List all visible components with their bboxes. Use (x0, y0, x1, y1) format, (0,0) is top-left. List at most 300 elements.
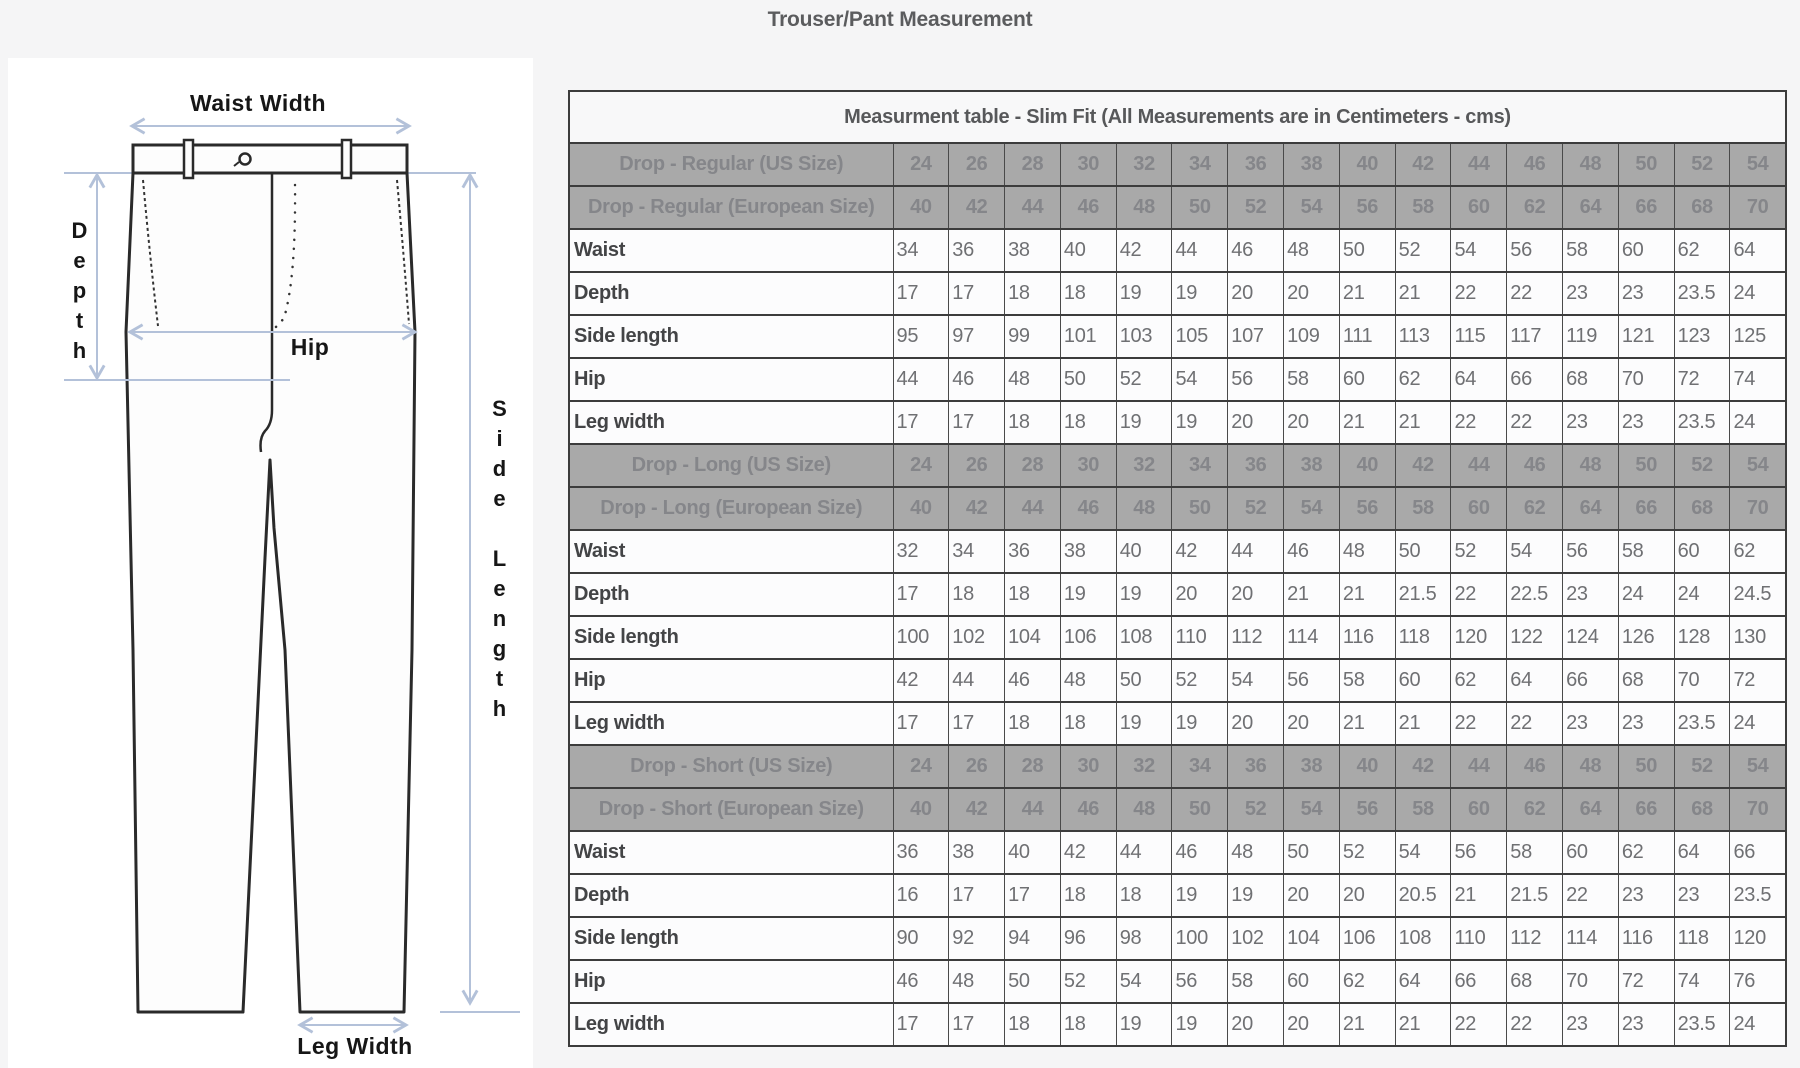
measurement-value: 19 (1116, 401, 1172, 444)
us-size-value: 28 (1005, 444, 1061, 487)
measurement-value: 20 (1284, 874, 1340, 917)
us-size-value: 26 (949, 745, 1005, 788)
measurement-value: 62 (1395, 358, 1451, 401)
measurement-value: 18 (1005, 573, 1061, 616)
us-size-value: 36 (1228, 444, 1284, 487)
measurement-value: 58 (1563, 229, 1619, 272)
trouser-outline (126, 140, 415, 1012)
measurement-value: 48 (1005, 358, 1061, 401)
measurement-value: 100 (893, 616, 949, 659)
depth-label: Depth (67, 218, 92, 368)
measurement-value: 96 (1060, 917, 1116, 960)
measurement-value: 98 (1116, 917, 1172, 960)
measurement-row (569, 659, 1786, 702)
measurement-value: 124 (1563, 616, 1619, 659)
measurement-value: 48 (1060, 659, 1116, 702)
eu-size-value: 50 (1172, 487, 1228, 530)
measurement-value: 20 (1228, 401, 1284, 444)
eu-size-value: 52 (1228, 186, 1284, 229)
measurement-value: 21 (1339, 1003, 1395, 1046)
measurement-value: 115 (1451, 315, 1507, 358)
measurement-value: 22 (1563, 874, 1619, 917)
us-size-value: 48 (1563, 745, 1619, 788)
eu-size-value: 70 (1730, 788, 1786, 831)
measurement-row-label: Side length (569, 917, 893, 960)
measurement-value: 17 (949, 1003, 1005, 1046)
measurement-value: 40 (1060, 229, 1116, 272)
us-size-value: 44 (1451, 745, 1507, 788)
measurement-value: 118 (1395, 616, 1451, 659)
measurement-value: 104 (1005, 616, 1061, 659)
us-size-value: 26 (949, 143, 1005, 186)
eu-size-row-label: Drop - Short (European Size) (569, 788, 893, 831)
measurement-value: 17 (893, 702, 949, 745)
measurement-row (569, 530, 1786, 573)
side-length-label: Side Length (487, 396, 512, 726)
measurement-value: 62 (1674, 229, 1730, 272)
measurement-value: 66 (1451, 960, 1507, 1003)
eu-size-value: 62 (1507, 487, 1563, 530)
measurement-value: 128 (1674, 616, 1730, 659)
measurement-value: 42 (893, 659, 949, 702)
measurement-value: 112 (1507, 917, 1563, 960)
eu-size-value: 50 (1172, 186, 1228, 229)
eu-size-value: 70 (1730, 186, 1786, 229)
measurement-value: 19 (1172, 702, 1228, 745)
measurement-value: 111 (1339, 315, 1395, 358)
measurement-value: 62 (1339, 960, 1395, 1003)
measurement-value: 16 (893, 874, 949, 917)
measurement-row-label: Leg width (569, 702, 893, 745)
measurement-value: 19 (1116, 272, 1172, 315)
eu-size-value: 66 (1618, 788, 1674, 831)
measurement-row (569, 401, 1786, 444)
belt-loop-right (342, 140, 351, 178)
measurement-value: 108 (1395, 917, 1451, 960)
measurement-value: 23.5 (1730, 874, 1786, 917)
eu-size-value: 60 (1451, 186, 1507, 229)
measurement-value: 62 (1618, 831, 1674, 874)
eu-size-value: 62 (1507, 186, 1563, 229)
us-size-value: 28 (1005, 143, 1061, 186)
measurement-value: 121 (1618, 315, 1674, 358)
measurement-value: 107 (1228, 315, 1284, 358)
measurement-value: 18 (1060, 702, 1116, 745)
measurement-value: 50 (1339, 229, 1395, 272)
measurement-value: 62 (1451, 659, 1507, 702)
eu-size-value: 60 (1451, 487, 1507, 530)
measurement-value: 17 (893, 573, 949, 616)
measurement-value: 114 (1284, 616, 1340, 659)
measurement-value: 42 (1116, 229, 1172, 272)
measurement-value: 20 (1228, 702, 1284, 745)
eu-size-row-label: Drop - Regular (European Size) (569, 186, 893, 229)
eu-size-row-label: Drop - Long (European Size) (569, 487, 893, 530)
us-size-row (569, 143, 1786, 186)
eu-size-value: 40 (893, 186, 949, 229)
measurement-value: 114 (1563, 917, 1619, 960)
measurement-value: 22 (1451, 702, 1507, 745)
measurement-row-label: Depth (569, 874, 893, 917)
measurement-value: 130 (1730, 616, 1786, 659)
measurement-value: 54 (1395, 831, 1451, 874)
measurement-value: 23 (1674, 874, 1730, 917)
measurement-value: 104 (1284, 917, 1340, 960)
measurement-value: 17 (1005, 874, 1061, 917)
us-size-value: 50 (1618, 444, 1674, 487)
measurement-value: 46 (1172, 831, 1228, 874)
eu-size-value: 70 (1730, 487, 1786, 530)
measurement-value: 52 (1060, 960, 1116, 1003)
us-size-value: 30 (1060, 143, 1116, 186)
eu-size-value: 62 (1507, 788, 1563, 831)
us-size-row-label: Drop - Short (US Size) (569, 745, 893, 788)
measurement-value: 20 (1339, 874, 1395, 917)
measurement-value: 72 (1674, 358, 1730, 401)
measurement-value: 23 (1563, 702, 1619, 745)
measurement-row-label: Waist (569, 530, 893, 573)
measurement-value: 50 (1116, 659, 1172, 702)
eu-size-value: 42 (949, 487, 1005, 530)
us-size-value: 46 (1507, 143, 1563, 186)
measurement-value: 48 (1339, 530, 1395, 573)
us-size-value: 32 (1116, 143, 1172, 186)
measurement-value: 40 (1116, 530, 1172, 573)
measurement-value: 94 (1005, 917, 1061, 960)
us-size-value: 38 (1284, 444, 1340, 487)
measurement-value: 17 (893, 401, 949, 444)
measurement-value: 20 (1284, 1003, 1340, 1046)
measurement-value: 117 (1507, 315, 1563, 358)
measurement-value: 116 (1339, 616, 1395, 659)
measurement-value: 24 (1730, 702, 1786, 745)
measurement-value: 52 (1172, 659, 1228, 702)
measurement-row (569, 358, 1786, 401)
measurement-value: 46 (1005, 659, 1061, 702)
measurement-value: 19 (1172, 401, 1228, 444)
leg-width-label: Leg Width (297, 1033, 413, 1059)
measurement-value: 19 (1172, 1003, 1228, 1046)
measurement-value: 21 (1339, 702, 1395, 745)
measurement-value: 74 (1674, 960, 1730, 1003)
measurement-row-label: Leg width (569, 1003, 893, 1046)
measurement-value: 18 (1060, 272, 1116, 315)
eu-size-value: 64 (1563, 487, 1619, 530)
measurement-value: 50 (1005, 960, 1061, 1003)
eu-size-row (569, 788, 1786, 831)
us-size-value: 52 (1674, 745, 1730, 788)
measurement-value: 101 (1060, 315, 1116, 358)
measurement-row (569, 229, 1786, 272)
us-size-value: 46 (1507, 745, 1563, 788)
measurement-value: 126 (1618, 616, 1674, 659)
measurement-value: 23 (1618, 272, 1674, 315)
measurement-value: 72 (1618, 960, 1674, 1003)
measurement-value: 50 (1060, 358, 1116, 401)
measurement-value: 56 (1451, 831, 1507, 874)
measurement-value: 103 (1116, 315, 1172, 358)
measurement-value: 20 (1284, 702, 1340, 745)
measurement-row-label: Waist (569, 229, 893, 272)
measurement-value: 123 (1674, 315, 1730, 358)
measurement-value: 17 (893, 272, 949, 315)
measurement-value: 21.5 (1507, 874, 1563, 917)
eu-size-value: 68 (1674, 788, 1730, 831)
trouser-diagram (8, 58, 533, 1068)
measurement-value: 48 (949, 960, 1005, 1003)
measurement-value: 21 (1451, 874, 1507, 917)
measurement-value: 58 (1618, 530, 1674, 573)
measurement-row-label: Side length (569, 616, 893, 659)
measurement-value: 23.5 (1674, 272, 1730, 315)
measurement-value: 38 (1060, 530, 1116, 573)
measurement-value: 58 (1284, 358, 1340, 401)
measurement-value: 119 (1563, 315, 1619, 358)
measurement-value: 46 (1228, 229, 1284, 272)
us-size-value: 30 (1060, 745, 1116, 788)
measurement-value: 21 (1339, 401, 1395, 444)
measurement-value: 40 (1005, 831, 1061, 874)
measurement-value: 52 (1116, 358, 1172, 401)
measurement-value: 19 (1116, 1003, 1172, 1046)
measurement-value: 52 (1395, 229, 1451, 272)
measurement-value: 58 (1339, 659, 1395, 702)
measurement-value: 21 (1339, 573, 1395, 616)
measurement-value: 22 (1507, 401, 1563, 444)
us-size-value: 42 (1395, 745, 1451, 788)
measurement-row-label: Depth (569, 573, 893, 616)
eu-size-value: 42 (949, 186, 1005, 229)
measurement-value: 19 (1228, 874, 1284, 917)
measurement-value: 105 (1172, 315, 1228, 358)
eu-size-value: 54 (1284, 788, 1340, 831)
measurement-value: 17 (893, 1003, 949, 1046)
measurement-value: 18 (1005, 1003, 1061, 1046)
measurement-value: 66 (1507, 358, 1563, 401)
eu-size-value: 56 (1339, 487, 1395, 530)
measurement-value: 19 (1172, 272, 1228, 315)
us-size-value: 54 (1730, 444, 1786, 487)
measurement-value: 18 (1005, 272, 1061, 315)
eu-size-value: 58 (1395, 788, 1451, 831)
measurement-table-wrap (568, 90, 1787, 1047)
measurement-value: 20 (1284, 272, 1340, 315)
measurement-value: 22 (1451, 272, 1507, 315)
measurement-value: 76 (1730, 960, 1786, 1003)
measurement-value: 64 (1395, 960, 1451, 1003)
waist-width-label: Waist Width (189, 90, 327, 116)
measurement-value: 23 (1618, 1003, 1674, 1046)
us-size-value: 38 (1284, 745, 1340, 788)
measurement-value: 60 (1284, 960, 1340, 1003)
measurement-value: 44 (949, 659, 1005, 702)
measurement-value: 95 (893, 315, 949, 358)
measurement-value: 68 (1563, 358, 1619, 401)
measurement-value: 21 (1284, 573, 1340, 616)
measurement-value: 102 (1228, 917, 1284, 960)
eu-size-value: 42 (949, 788, 1005, 831)
us-size-value: 52 (1674, 444, 1730, 487)
measurement-value: 17 (949, 874, 1005, 917)
eu-size-value: 58 (1395, 487, 1451, 530)
measurement-value: 52 (1339, 831, 1395, 874)
us-size-value: 34 (1172, 444, 1228, 487)
eu-size-value: 58 (1395, 186, 1451, 229)
measurement-value: 23 (1618, 702, 1674, 745)
measurement-value: 44 (1116, 831, 1172, 874)
measurement-value: 60 (1395, 659, 1451, 702)
measurement-value: 24 (1730, 1003, 1786, 1046)
measurement-value: 21 (1395, 272, 1451, 315)
measurement-value: 38 (1005, 229, 1061, 272)
measurement-value: 64 (1451, 358, 1507, 401)
measurement-row-label: Leg width (569, 401, 893, 444)
measurement-value: 42 (1172, 530, 1228, 573)
table-title-row (569, 91, 1786, 143)
us-size-value: 24 (893, 745, 949, 788)
measurement-value: 120 (1451, 616, 1507, 659)
measurement-row-label: Waist (569, 831, 893, 874)
measurement-value: 99 (1005, 315, 1061, 358)
measurement-value: 32 (893, 530, 949, 573)
measurement-value: 23.5 (1674, 1003, 1730, 1046)
measurement-value: 24 (1730, 401, 1786, 444)
eu-size-row (569, 186, 1786, 229)
measurement-value: 44 (1172, 229, 1228, 272)
us-size-value: 46 (1507, 444, 1563, 487)
measurement-value: 60 (1618, 229, 1674, 272)
measurement-value: 100 (1172, 917, 1228, 960)
measurement-value: 108 (1116, 616, 1172, 659)
measurement-value: 64 (1674, 831, 1730, 874)
eu-size-value: 60 (1451, 788, 1507, 831)
measurement-value: 58 (1228, 960, 1284, 1003)
measurement-value: 19 (1116, 573, 1172, 616)
us-size-value: 24 (893, 444, 949, 487)
measurement-value: 118 (1674, 917, 1730, 960)
measurement-value: 18 (1060, 1003, 1116, 1046)
eu-size-value: 46 (1060, 788, 1116, 831)
eu-size-value: 46 (1060, 487, 1116, 530)
us-size-value: 36 (1228, 745, 1284, 788)
measurement-value: 20 (1284, 401, 1340, 444)
measurement-value: 112 (1228, 616, 1284, 659)
waistband-button (240, 154, 251, 165)
measurement-value: 19 (1172, 874, 1228, 917)
measurement-value: 109 (1284, 315, 1340, 358)
measurement-value: 60 (1563, 831, 1619, 874)
eu-size-value: 40 (893, 788, 949, 831)
measurement-value: 19 (1116, 702, 1172, 745)
measurement-value: 48 (1228, 831, 1284, 874)
eu-size-value: 48 (1116, 186, 1172, 229)
us-size-value: 36 (1228, 143, 1284, 186)
measurement-value: 46 (1284, 530, 1340, 573)
us-size-value: 42 (1395, 143, 1451, 186)
waistband (133, 145, 407, 173)
eu-size-value: 68 (1674, 487, 1730, 530)
measurement-value: 17 (949, 272, 1005, 315)
measurement-value: 23 (1563, 573, 1619, 616)
us-size-row (569, 745, 1786, 788)
measurement-value: 20 (1172, 573, 1228, 616)
measurement-value: 66 (1730, 831, 1786, 874)
measurement-value: 21 (1395, 401, 1451, 444)
measurement-row (569, 573, 1786, 616)
measurement-value: 20 (1228, 272, 1284, 315)
measurement-value: 42 (1060, 831, 1116, 874)
measurement-value: 36 (1005, 530, 1061, 573)
measurement-value: 23.5 (1674, 401, 1730, 444)
measurement-value: 23 (1563, 272, 1619, 315)
trouser-diagram-card (8, 58, 533, 1068)
measurement-value: 21 (1395, 702, 1451, 745)
measurement-value: 72 (1730, 659, 1786, 702)
measurement-value: 113 (1395, 315, 1451, 358)
measurement-value: 46 (893, 960, 949, 1003)
page-title: Trouser/Pant Measurement (767, 8, 1033, 31)
us-size-value: 54 (1730, 143, 1786, 186)
measurement-value: 18 (1005, 702, 1061, 745)
us-size-value: 50 (1618, 143, 1674, 186)
measurement-value: 60 (1674, 530, 1730, 573)
us-size-row (569, 444, 1786, 487)
us-size-value: 34 (1172, 143, 1228, 186)
eu-size-row (569, 487, 1786, 530)
measurement-value: 56 (1507, 229, 1563, 272)
us-size-value: 38 (1284, 143, 1340, 186)
eu-size-value: 48 (1116, 788, 1172, 831)
measurement-value: 24.5 (1730, 573, 1786, 616)
us-size-value: 40 (1339, 444, 1395, 487)
eu-size-value: 64 (1563, 788, 1619, 831)
eu-size-value: 66 (1618, 487, 1674, 530)
measurement-value: 44 (1228, 530, 1284, 573)
us-size-row-label: Drop - Long (US Size) (569, 444, 893, 487)
measurement-value: 64 (1507, 659, 1563, 702)
measurement-row-label: Hip (569, 358, 893, 401)
measurement-value: 56 (1284, 659, 1340, 702)
eu-size-value: 54 (1284, 487, 1340, 530)
measurement-value: 90 (893, 917, 949, 960)
measurement-value: 34 (893, 229, 949, 272)
measurement-value: 22 (1451, 573, 1507, 616)
measurement-value: 36 (893, 831, 949, 874)
measurement-row (569, 874, 1786, 917)
measurement-value: 18 (949, 573, 1005, 616)
measurement-value: 54 (1172, 358, 1228, 401)
measurement-value: 70 (1618, 358, 1674, 401)
us-size-value: 28 (1005, 745, 1061, 788)
eu-size-value: 52 (1228, 788, 1284, 831)
eu-size-value: 68 (1674, 186, 1730, 229)
measurement-row (569, 1003, 1786, 1046)
measurement-value: 50 (1395, 530, 1451, 573)
hip-label: Hip (290, 334, 330, 360)
measurement-value: 110 (1172, 616, 1228, 659)
measurement-value: 116 (1618, 917, 1674, 960)
eu-size-value: 50 (1172, 788, 1228, 831)
measurement-value: 24 (1674, 573, 1730, 616)
measurement-value: 60 (1339, 358, 1395, 401)
measurement-value: 23 (1563, 401, 1619, 444)
measurement-value: 106 (1339, 917, 1395, 960)
table-title: Measurment table - Slim Fit (All Measurements are in Centimeters - cms) (569, 91, 1786, 143)
measurement-value: 58 (1507, 831, 1563, 874)
measurement-value: 22 (1507, 1003, 1563, 1046)
measurement-value: 70 (1563, 960, 1619, 1003)
measurement-value: 22 (1507, 272, 1563, 315)
